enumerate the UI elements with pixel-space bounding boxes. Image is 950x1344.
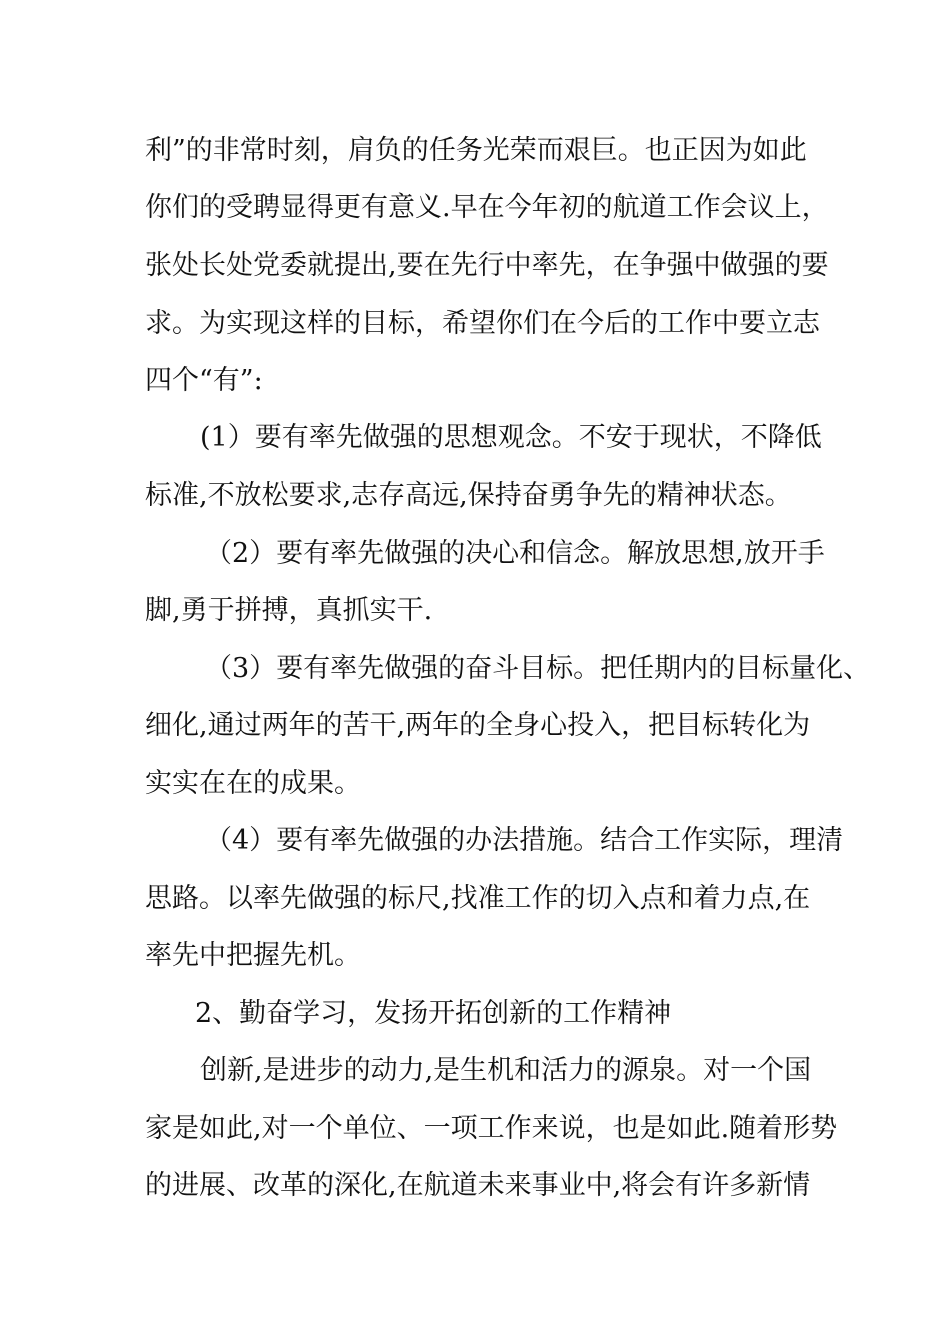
text-line-17: 创新,是进步的动力,是生机和活力的源泉。对一个国 bbox=[200, 1055, 812, 1086]
text-line-3: 张处长处党委就提出,要在先行中率先，在争强中做强的要 bbox=[145, 250, 829, 281]
text-line-8: （2）要有率先做强的决心和信念。解放思想,放开手 bbox=[205, 538, 825, 569]
text-line-2: 你们的受聘显得更有意义.早在今年初的航道工作会议上， bbox=[145, 192, 829, 223]
text-line-12: 实实在在的成果。 bbox=[145, 768, 361, 799]
text-line-11: 细化,通过两年的苦干,两年的全身心投入，把目标转化为 bbox=[145, 710, 811, 741]
text-line-14: 思路。以率先做强的标尺,找准工作的切入点和着力点,在 bbox=[145, 883, 811, 914]
text-line-13: （4）要有率先做强的办法措施。结合工作实际，理清 bbox=[205, 825, 844, 856]
text-line-16: 2、勤奋学习，发扬开拓创新的工作精神 bbox=[195, 998, 672, 1029]
text-line-4: 求。为实现这样的目标，希望你们在今后的工作中要立志 bbox=[145, 308, 820, 339]
text-line-18: 家是如此,对一个单位、一项工作来说，也是如此.随着形势 bbox=[145, 1113, 838, 1144]
text-line-6: (1）要有率先做强的思想观念。不安于现状，不降低 bbox=[200, 422, 822, 453]
text-line-10: （3）要有率先做强的奋斗目标。把任期内的目标量化、 bbox=[205, 653, 871, 684]
text-line-15: 率先中把握先机。 bbox=[145, 940, 361, 971]
text-line-9: 脚,勇于拼搏，真抓实干. bbox=[145, 595, 433, 626]
text-line-5: 四个“有”: bbox=[145, 365, 263, 396]
text-line-19: 的进展、改革的深化,在航道未来事业中,将会有许多新情 bbox=[145, 1170, 811, 1201]
text-line-1: 利”的非常时刻，肩负的任务光荣而艰巨。也正因为如此 bbox=[145, 135, 807, 166]
text-line-7: 标准,不放松要求,志存高远,保持奋勇争先的精神状态。 bbox=[145, 480, 792, 511]
